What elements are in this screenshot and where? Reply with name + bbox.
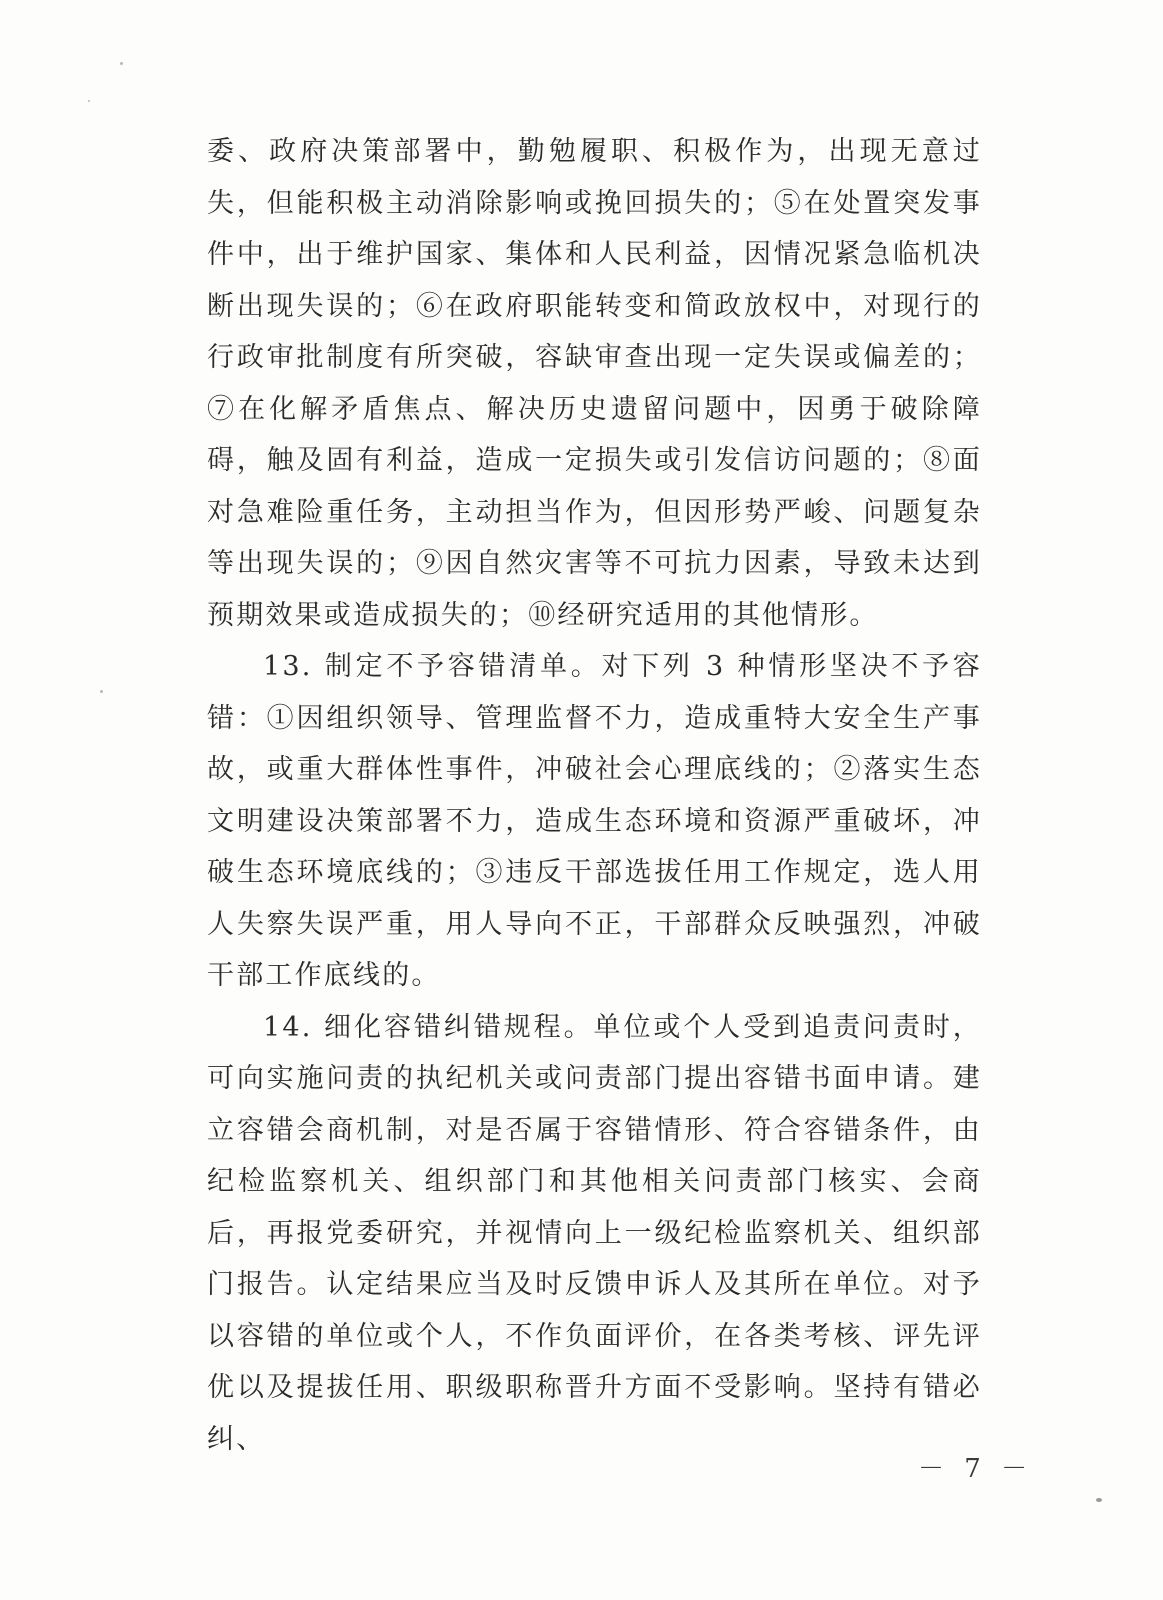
- page-number: － 7 －: [918, 1454, 1034, 1484]
- paragraph-item-13: 13. 制定不予容错清单。对下列 3 种情形坚决不予容错：①因组织领导、管理监督不力，造成重特大安全生产事故，或重大群体性事件，冲破社会心理底线的；②落实生态文明建设决策部署不力，造成生态环境和资源严重破坏，冲破生态环境底线的；③违反干部选拔任用工作规定，选人用人失察失误严重，用人导向不正，干部群众反映强烈，冲破干部工作底线的。: [207, 651, 982, 991]
- scan-speck: [1096, 1498, 1102, 1502]
- scan-speck: [100, 690, 103, 693]
- scan-speck: [120, 62, 123, 65]
- document-body: [207, 126, 982, 1465]
- paragraph-continuation: 委、政府决策部署中，勤勉履职、积极作为，出现无意过失，但能积极主动消除影响或挽回损失的；⑤在处置突发事件中，出于维护国家、集体和人民利益，因情况紧急临机决断出现失误的；⑥在政府职能转变和简政放权中，对现行的行政审批制度有所突破，容缺审查出现一定失误或偏差的；⑦在化解矛盾焦点、解决历史遗留问题中，因勇于破除障碍，触及固有利益，造成一定损失或引发信访问题的；⑧面对急难险重任务，主动担当作为，但因形势严峻、问题复杂等出现失误的；⑨因自然灾害等不可抗力因素，导致未达到预期效果或造成损失的；⑩经研究适用的其他情形。: [207, 136, 982, 631]
- scan-speck: [88, 100, 90, 102]
- paragraph-item-14: 14. 细化容错纠错规程。单位或个人受到追责问责时，可向实施问责的执纪机关或问责部门提出容错书面申请。建立容错会商机制，对是否属于容错情形、符合容错条件，由纪检监察机关、组织部门和其他相关问责部门核实、会商后，再报党委研究，并视情向上一级纪检监察机关、组织部门报告。认定结果应当及时反馈申诉人及其所在单位。对予以容错的单位或个人，不作负面评价，在各类考核、评先评优以及提拔任用、职级职称晋升方面不受影响。坚持有错必纠、: [207, 1011, 982, 1455]
